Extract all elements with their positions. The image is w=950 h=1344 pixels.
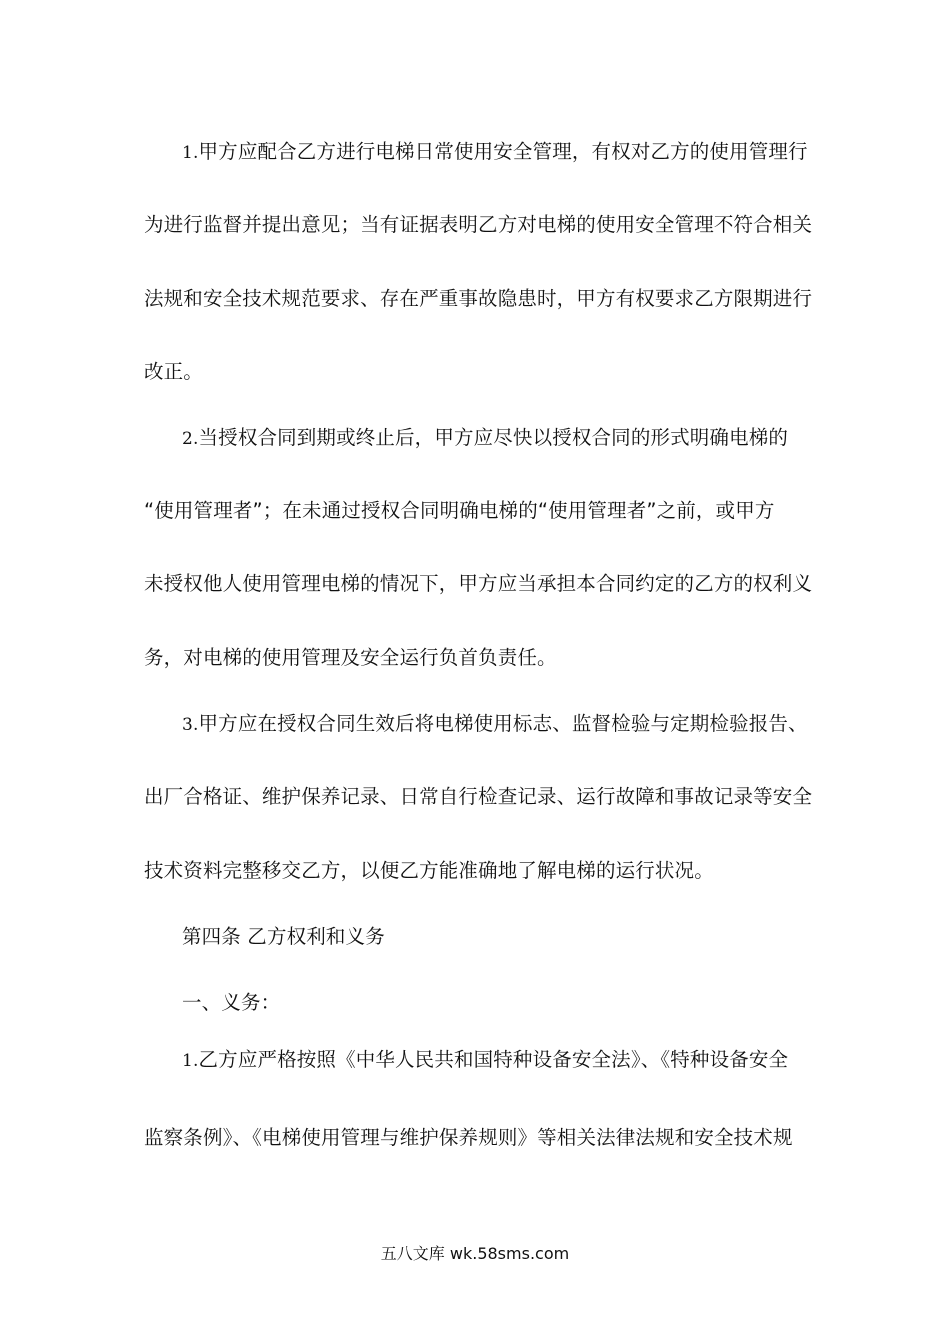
paragraph-1-line-2: 为进行监督并提出意见；当有证据表明乙方对电梯的使用安全管理不符合相关 <box>144 213 813 236</box>
paragraph-1-line-1 <box>182 139 852 166</box>
paragraph-1-number: 1. <box>182 143 199 163</box>
paragraph-2-line-4: 务，对电梯的使用管理及安全运行负首负责任。 <box>144 646 557 669</box>
footer-watermark: 五八文库 wk.58sms.com <box>380 1244 570 1263</box>
paragraph-3-line-1 <box>182 711 852 738</box>
paragraph-2-line-1 <box>182 425 852 452</box>
paragraph-3-line-3: 技术资料完整移交乙方，以便乙方能准确地了解电梯的运行状况。 <box>144 859 714 882</box>
paragraph-3-text: 甲方应在授权合同生效后将电梯使用标志、监督检验与定期检验报告、 <box>198 712 808 735</box>
paragraph-3-line-2: 出厂合格证、维护保养记录、日常自行检查记录、运行故障和事故记录等安全 <box>144 785 813 808</box>
paragraph-1-line-4: 改正。 <box>144 360 203 383</box>
paragraph-4-number: 1. <box>182 1051 199 1071</box>
sub-heading: 一、义务： <box>182 991 281 1014</box>
paragraph-3-number: 3. <box>182 715 199 735</box>
paragraph-4-line-1 <box>182 1047 852 1074</box>
paragraph-1-text: 甲方应配合乙方进行电梯日常使用安全管理，有权对乙方的使用管理行 <box>198 140 808 163</box>
paragraph-4-text: 乙方应严格按照《中华人民共和国特种设备安全法》、《特种设备安全 <box>198 1048 789 1071</box>
paragraph-4-line-2: 监察条例》、《电梯使用管理与维护保养规则》等相关法律法规和安全技术规 <box>144 1126 793 1149</box>
paragraph-2-number: 2. <box>182 429 199 449</box>
section-heading: 第四条 乙方权利和义务 <box>182 925 385 948</box>
paragraph-2-line-3: 未授权他人使用管理电梯的情况下，甲方应当承担本合同约定的乙方的权利义 <box>144 572 813 595</box>
paragraph-2-line-2: “使用管理者”；在未通过授权合同明确电梯的“使用管理者”之前，或甲方 <box>144 499 775 522</box>
paragraph-2-text: 当授权合同到期或终止后，甲方应尽快以授权合同的形式明确电梯的 <box>198 426 789 449</box>
paragraph-1-line-3: 法规和安全技术规范要求、存在严重事故隐患时，甲方有权要求乙方限期进行 <box>144 287 813 310</box>
